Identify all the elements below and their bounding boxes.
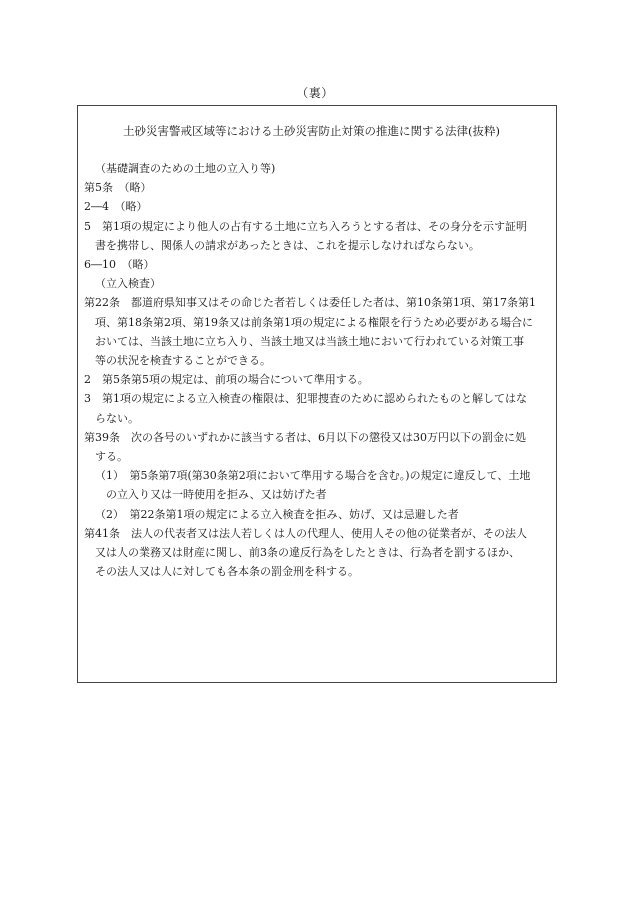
law-text-line: 又は人の業務又は財産に関し、前3条の違反行為をしたときは、行為者を罰するほか、 — [95, 546, 520, 560]
law-text-line: （立入検査） — [95, 277, 161, 291]
law-excerpt-body — [84, 159, 550, 581]
law-text-line: 2―4 （略） — [84, 200, 148, 214]
law-text-line: （基礎調査のための土地の立入り等) — [95, 162, 276, 175]
law-excerpt-title: 土砂災害警戒区域等における土砂災害防止対策の推進に関する法律(抜粋) — [123, 124, 500, 138]
law-excerpt-box — [77, 105, 557, 683]
law-text-line: 項、第18条第2項、第19条又は前条第1項の規定による権限を行うため必要がある場合に — [95, 315, 533, 329]
page-side-label: （裏） — [296, 86, 334, 100]
law-text-line: （2） 第22条第1項の規定による立入検査を拒み、妨げ、又は忌避した者 — [95, 507, 459, 521]
law-text-line: 第39条 次の各号のいずれかに該当する者は、6月以下の懲役又は30万円以下の罰金に処 — [84, 430, 526, 444]
law-text-line: おいては、当該土地に立ち入り、当該土地又は当該土地において行われている対策工事 — [95, 334, 524, 348]
law-text-line: 等の状況を検査することができる。 — [95, 354, 271, 368]
law-text-line: 第22条 都道府県知事又はその命じた者若しくは委任した者は、第10条第1項、第17条第1 — [84, 296, 536, 310]
law-text-line: らない。 — [95, 411, 139, 425]
law-text-line: 書を携帯し、関係人の請求があったときは、これを提示しなければならない。 — [95, 238, 480, 252]
law-text-line: の立入り又は一時使用を拒み、又は妨げた者 — [106, 488, 327, 502]
law-text-line: その法人又は人に対しても各本条の罰金刑を科する。 — [95, 565, 359, 579]
law-text-line: 第41条 法人の代表者又は法人若しくは人の代理人、使用人その他の従業者が、その法人 — [84, 526, 527, 540]
law-text-line: する。 — [95, 450, 128, 464]
law-text-line: 2 第5条第5項の規定は、前項の場合について準用する。 — [84, 373, 369, 387]
law-text-line: 3 第1項の規定による立入検査の権限は、犯罪捜査のために認められたものと解してはな — [84, 392, 527, 406]
law-text-line: 6―10 （略） — [84, 258, 155, 272]
law-text-line: （1） 第5条第7項(第30条第2項において準用する場合を含む。)の規定に違反して、土地 — [95, 469, 531, 483]
law-text-line: 第5条 （略） — [84, 181, 152, 195]
law-text-line: 5 第1項の規定により他人の占有する土地に立ち入ろうとする者は、その身分を示す証明 — [84, 219, 527, 233]
